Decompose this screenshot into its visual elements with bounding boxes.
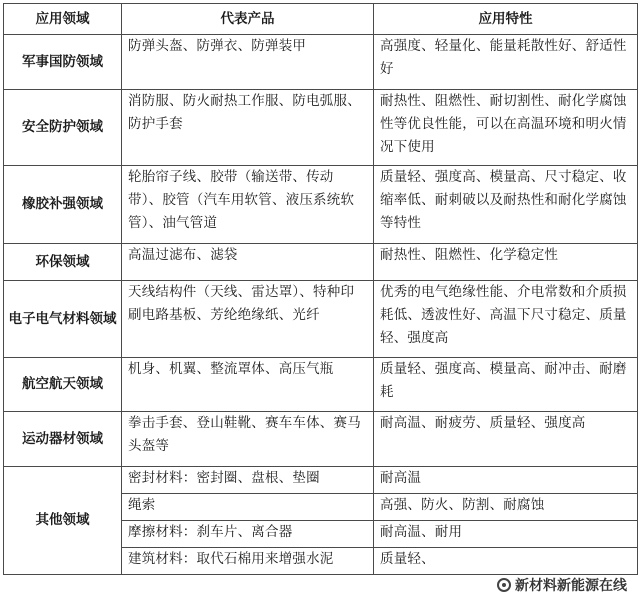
- row-products: 摩擦材料：刹车片、离合器: [122, 521, 374, 548]
- row-features: 耐高温、耐疲劳、质量轻、强度高: [374, 412, 638, 467]
- row-features: 优秀的电气绝缘性能、介电常数和介质损耗低、透波性好、高温下尺寸稳定、质量轻、强度高: [374, 281, 638, 358]
- table-row: [4, 412, 638, 467]
- row-features: 质量轻、: [374, 548, 638, 575]
- header-domain: 应用领域: [4, 4, 122, 35]
- row-domain: 运动器材领域: [4, 412, 122, 467]
- row-domain: 橡胶补强领域: [4, 166, 122, 244]
- table-header-row: [4, 4, 638, 35]
- watermark-text: 新材料新能源在线: [515, 578, 627, 594]
- row-features: 高强度、轻量化、能量耗散性好、舒适性好: [374, 35, 638, 90]
- row-features: 质量轻、强度高、模量高、尺寸稳定、收缩率低、耐刺破以及耐热性和耐化学腐蚀等特性: [374, 166, 638, 244]
- document-page: [3, 3, 637, 601]
- header-products: 代表产品: [122, 4, 374, 35]
- row-products: 机身、机翼、整流罩体、高压气瓶: [122, 358, 374, 412]
- header-features: 应用特性: [374, 4, 638, 35]
- row-products: 天线结构件（天线、雷达罩）、特种印刷电路基板、芳纶绝缘纸、光纤: [122, 281, 374, 358]
- watermark: [495, 575, 629, 595]
- row-products: 建筑材料：取代石棉用来增强水泥: [122, 548, 374, 575]
- row-products: 轮胎帘子线、胶带（输送带、传动带）、胶管（汽车用软管、液压系统软管）、油气管道: [122, 166, 374, 244]
- row-products: 高温过滤布、滤袋: [122, 244, 374, 281]
- row-domain: 其他领域: [4, 467, 122, 575]
- row-features: 质量轻、强度高、模量高、耐冲击、耐磨耗: [374, 358, 638, 412]
- table-row: [4, 35, 638, 90]
- row-domain: 电子电气材料领域: [4, 281, 122, 358]
- row-features: 高强、防火、防割、耐腐蚀: [374, 494, 638, 521]
- row-features: 耐热性、阻燃性、耐切割性、耐化学腐蚀性等优良性能，可以在高温环境和明火情况下使用: [374, 90, 638, 166]
- table-row: [4, 244, 638, 281]
- wechat-icon: [497, 578, 511, 592]
- row-domain: 安全防护领域: [4, 90, 122, 166]
- application-table: [3, 3, 638, 575]
- row-domain: 军事国防领域: [4, 35, 122, 90]
- row-features: 耐高温、耐用: [374, 521, 638, 548]
- table-row: [4, 90, 638, 166]
- row-products: 绳索: [122, 494, 374, 521]
- row-features: 耐高温: [374, 467, 638, 494]
- row-products: 密封材料：密封圈、盘根、垫圈: [122, 467, 374, 494]
- row-features: 耐热性、阻燃性、化学稳定性: [374, 244, 638, 281]
- row-domain: 航空航天领域: [4, 358, 122, 412]
- table-row: [4, 281, 638, 358]
- table-row: [4, 358, 638, 412]
- table-row: [4, 467, 638, 494]
- row-domain: 环保领域: [4, 244, 122, 281]
- row-products: 拳击手套、登山鞋靴、赛车车体、赛马头盔等: [122, 412, 374, 467]
- row-products: 防弹头盔、防弹衣、防弹装甲: [122, 35, 374, 90]
- row-products: 消防服、防火耐热工作服、防电弧服、防护手套: [122, 90, 374, 166]
- table-row: [4, 166, 638, 244]
